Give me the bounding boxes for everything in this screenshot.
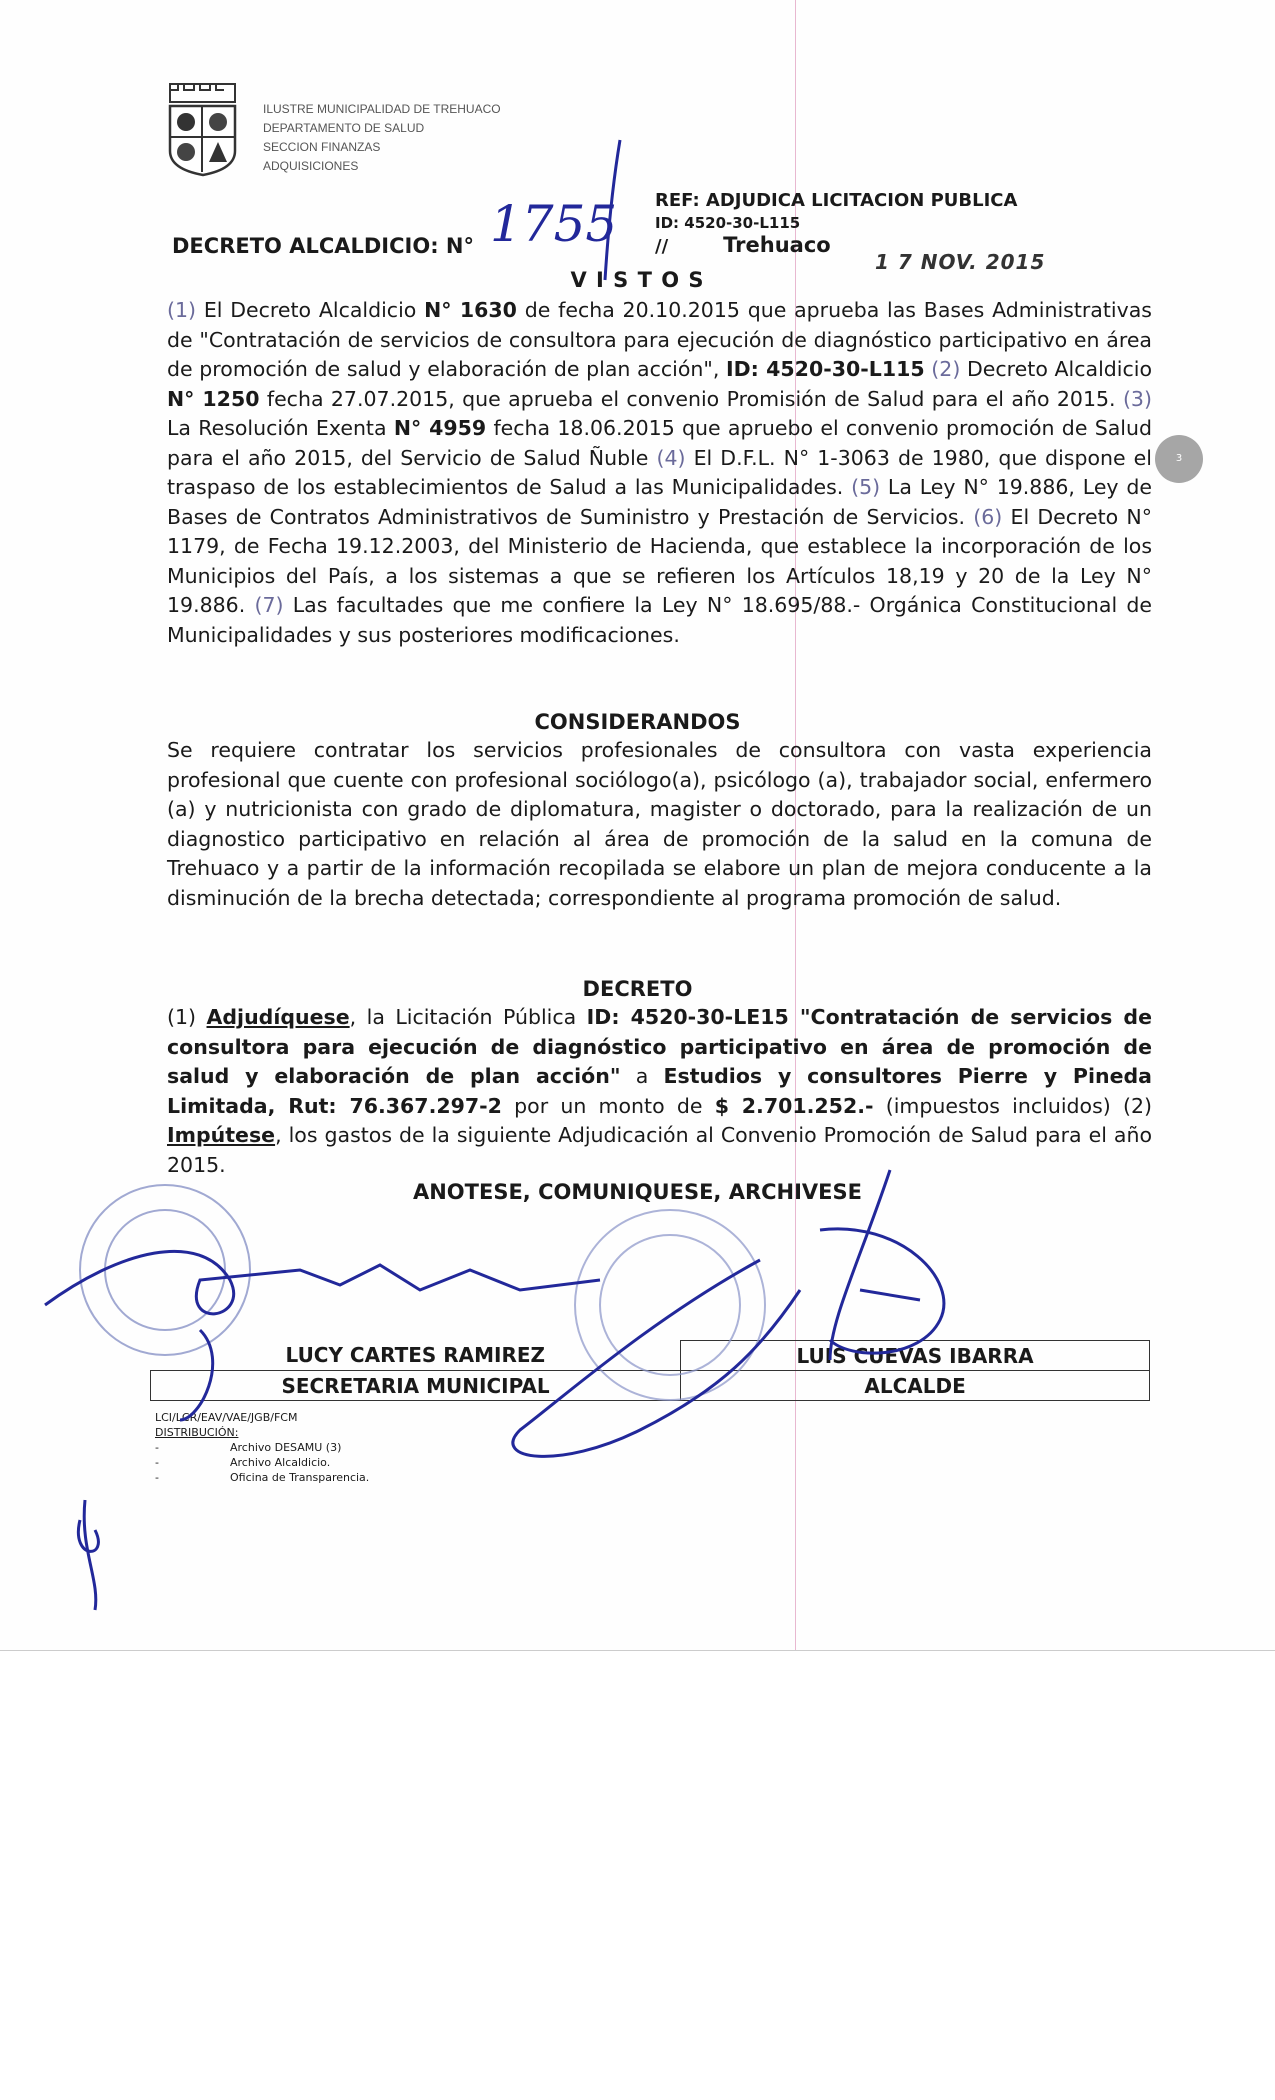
text-segment: , la Licitación Pública [349,1005,587,1029]
text-segment: El Decreto N° 1179, de Fecha 19.12.2003, del Ministerio de Hacienda, que establece la incorporación de los Municipios del País, a los sistemas a que se refieren los Artículos 18,19 y 20 de la Ley N° 19.886. [167,504,1153,617]
item-number: (4) [656,445,686,470]
secretary-name: LUCY CARTES RAMIREZ [151,1341,681,1371]
considerandos-heading: CONSIDERANDOS [534,710,741,734]
text-segment: Decreto Alcaldicio [960,357,1152,381]
decreto-paragraph [167,1003,1152,1180]
text-segment: El D.F.L. N° 1-3063 de 1980, que dispone el traspaso de los establecimientos de Salud a las Municipalidades. [167,445,1152,499]
text-segment: a [620,1064,664,1088]
unit-name: ADQUISICIONES [263,159,359,173]
ref-place: Trehuaco [723,233,831,257]
text-segment: Adjudíquese [206,1005,350,1029]
distribution-item: - Oficina de Transparencia. [155,1470,369,1485]
section-name: SECCION FINANZAS [263,140,381,154]
date-stamp: 1 7 NOV. 2015 [875,250,1046,274]
ref-id: ID: 4520-30-L115 [655,214,801,232]
text-segment: La Ley N° 19.886, Ley de Bases de Contratos Administrativos de Suministro y Prestación de Servicios. [167,475,1152,529]
text-segment: ID: 4520-30-LE15 "Contratación de servicios de consultora para ejecución de diagnóstico participativo en área de promoción de salud y elaboración de plan acción" [167,1005,1152,1088]
mayor-title: ALCALDE [681,1371,1150,1401]
text-segment: El Decreto Alcaldicio [196,298,425,322]
item-number: (3) [1122,386,1152,411]
institution-name: ILUSTRE MUNICIPALIDAD DE TREHUACO [263,102,501,116]
distribution-label: DISTRIBUCIÓN: [155,1426,239,1439]
text-segment: $ 2.701.252.- [714,1093,874,1118]
vistos-paragraph [167,296,1152,650]
text-segment: N° 1630 [424,298,517,322]
text-segment: por un monto de [501,1093,715,1118]
distribution-block [155,1410,369,1485]
mayor-name: LUIS CUEVAS IBARRA [681,1341,1150,1371]
item-number: (1) [167,298,197,322]
text-segment: (impuestos incluidos) (2) [873,1093,1153,1118]
decree-number-label: DECRETO ALCALDICIO: N° [172,234,474,258]
letterhead [263,100,501,176]
municipal-crest-logo [165,82,240,177]
text-segment: N° 1250 [167,386,260,411]
closing-formula: ANOTESE, COMUNIQUESE, ARCHIVESE [412,1180,862,1204]
item-number: (7) [254,593,284,617]
page-marker-badge: 3 [1155,435,1203,483]
vistos-heading: V I S T O S [570,268,705,292]
department-name: DEPARTAMENTO DE SALUD [263,121,425,135]
distribution-item: - Archivo Alcaldicio. [155,1455,369,1470]
text-segment: Estudios y consultores Pierre y Pineda Limitada, Rut: 76.367.297-2 [167,1064,1152,1118]
text-segment: fecha 27.07.2015, que aprueba el convenio Promisión de Salud para el año 2015. [259,386,1123,411]
text-segment: Las facultades que me confiere la Ley N° 18.695/88.- Orgánica Constitucional de Municipalidades y sus posteriores modificaciones. [167,593,1152,647]
text-segment: N° 4959 [393,416,487,440]
text-segment: ID: 4520-30-L115 [726,357,925,381]
item-number: (2) [931,357,961,381]
considerandos-paragraph: Se requiere contratar los servicios profesionales de consultora con vasta experiencia profesional que cuente con profesional sociólogo(a), psicólogo (a), trabajador social, enfermero (a) y nutricionista con grado de diplomatura, magister o doctorado, para la realización de un diagnostico participativo en relación al área de promoción de la salud en la comuna de Trehuaco y a partir de la información recopilada se elabore un plan de mejora conducente a la disminución de la brecha detectada; correspondiente al programa promoción de salud. [167,738,1152,910]
decreto-heading: DECRETO [582,977,693,1001]
text-segment: (1) [167,1005,207,1029]
handwritten-decree-number: 1755 [490,195,618,253]
secretary-seal-stamp [80,1185,250,1355]
distribution-item: - Archivo DESAMU (3) [155,1440,369,1455]
item-number: (6) [973,504,1003,529]
ref-slashes: // [655,236,669,257]
text-segment: La Resolución Exenta [167,416,394,440]
initials: LCI/LCR/EAV/VAE/JGB/FCM [155,1411,298,1424]
secretary-title: SECRETARIA MUNICIPAL [151,1371,681,1401]
text-segment: , los gastos de la siguiente Adjudicación al Convenio Promoción de Salud para el año 2015. [167,1123,1152,1177]
signature-table [150,1340,1150,1401]
ref-line: REF: ADJUDICA LICITACION PUBLICA [655,190,1018,211]
text-segment: fecha 18.06.2015 que apruebo el convenio promoción de Salud para el año 2015, del Servicio de Salud Ñuble [167,416,1152,470]
text-segment: de fecha 20.10.2015 que aprueba las Bases Administrativas de "Contratación de servicios de consultora para ejecución de diagnóstico participativo en área de promoción de salud y elaboración de plan acción", [167,298,1152,381]
reference-block [655,190,1017,258]
text-segment: Impútese [167,1123,276,1147]
item-number: (5) [851,475,881,499]
